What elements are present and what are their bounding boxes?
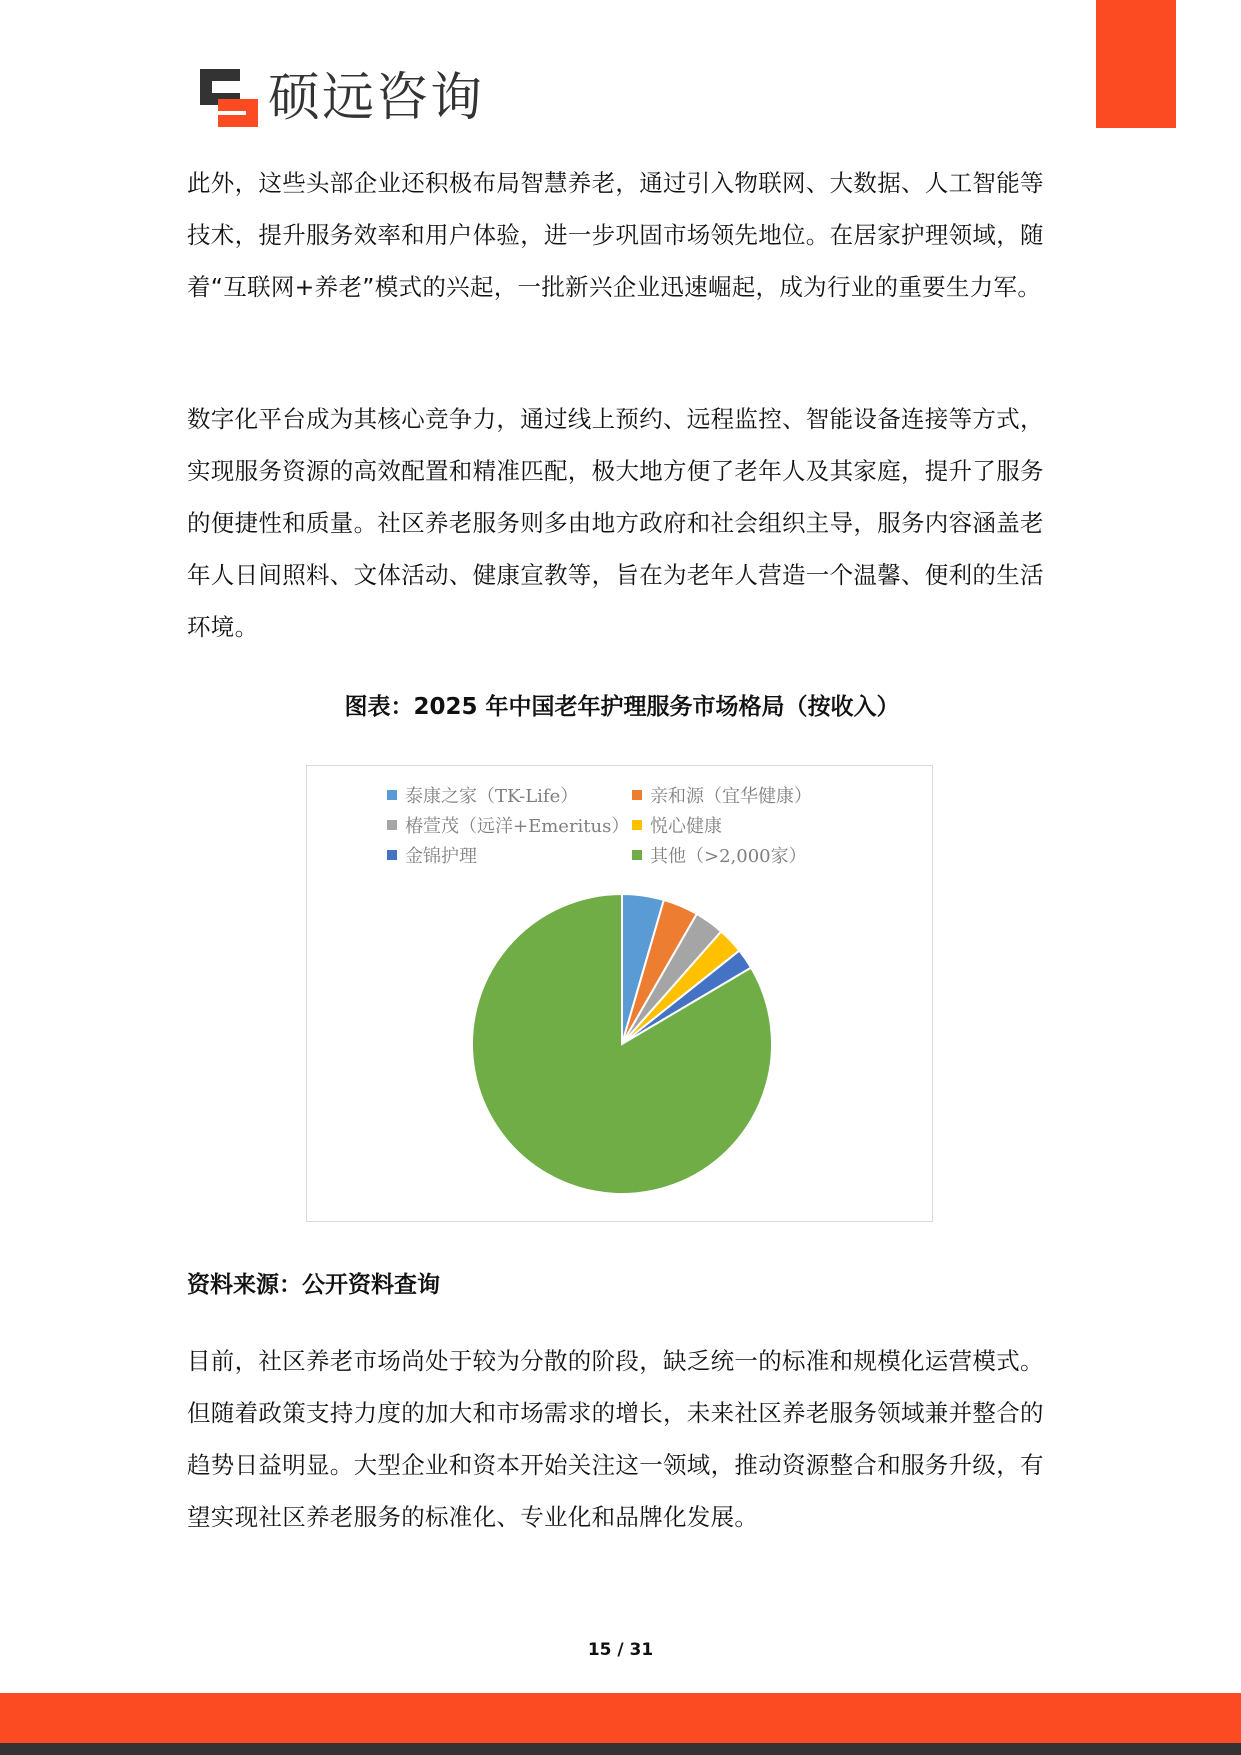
body-paragraph: 目前，社区养老市场尚处于较为分散的阶段，缺乏统一的标准和规模化运营模式。但随着政策支持力度的加大和市场需求的增长，未来社区养老服务领域兼并整合的趋势日益明显。大型企业和资本开始关注这一领域，推动资源整合和服务升级，有望实现社区养老服务的标准化、专业化和品牌化发展。 [187, 1347, 1044, 1531]
corner-accent-tab [1096, 0, 1176, 128]
body-paragraph: 数字化平台成为其核心竞争力，通过线上预约、远程监控、智能设备连接等方式，实现服务资源的高效配置和精准匹配，极大地方便了老年人及其家庭，提升了服务的便捷性和质量。社区养老服务则多由地方政府和社会组织主导，服务内容涵盖老年人日间照料、文体活动、健康宣教等，旨在为老年人营造一个温馨、便利的生活环境。 [187, 405, 1044, 641]
legend-item: 亲和源（宜华健康） [632, 782, 867, 808]
legend-item: 悦心健康 [632, 812, 867, 838]
figure-source: 资料来源：公开资料查询 [187, 1272, 440, 1298]
legend-swatch [632, 790, 642, 800]
legend-item: 其他（>2,000家） [632, 842, 867, 868]
brand-name: 硕远咨询 [268, 68, 485, 128]
brand-logo [200, 66, 484, 130]
legend-item: 金锦护理 [387, 842, 632, 868]
figure-title: 图表：2025 年中国老年护理服务市场格局（按收入） [344, 694, 900, 720]
pie-chart [306, 765, 933, 1222]
legend-swatch [632, 820, 642, 830]
legend-swatch [632, 850, 642, 860]
legend-swatch [387, 790, 397, 800]
legend-swatch [387, 850, 397, 860]
pie-plot-area [467, 891, 777, 1201]
legend-swatch [387, 820, 397, 830]
chart-legend [387, 782, 867, 868]
footer-bottom-strip [0, 1743, 1241, 1755]
footer-band [0, 1693, 1241, 1743]
page-indicator: 15 / 31 [587, 1640, 654, 1660]
logo-mark-icon [200, 69, 258, 127]
body-paragraph: 此外，这些头部企业还积极布局智慧养老，通过引入物联网、大数据、人工智能等技术，提升服务效率和用户体验，进一步巩固市场领先地位。在居家护理领域，随着“互联网+养老”模式的兴起，一批新兴企业迅速崛起，成为行业的重要生力军。 [187, 169, 1044, 301]
legend-item: 泰康之家（TK-Life） [387, 782, 632, 808]
legend-item: 椿萱茂（远洋+Emeritus） [387, 812, 632, 838]
